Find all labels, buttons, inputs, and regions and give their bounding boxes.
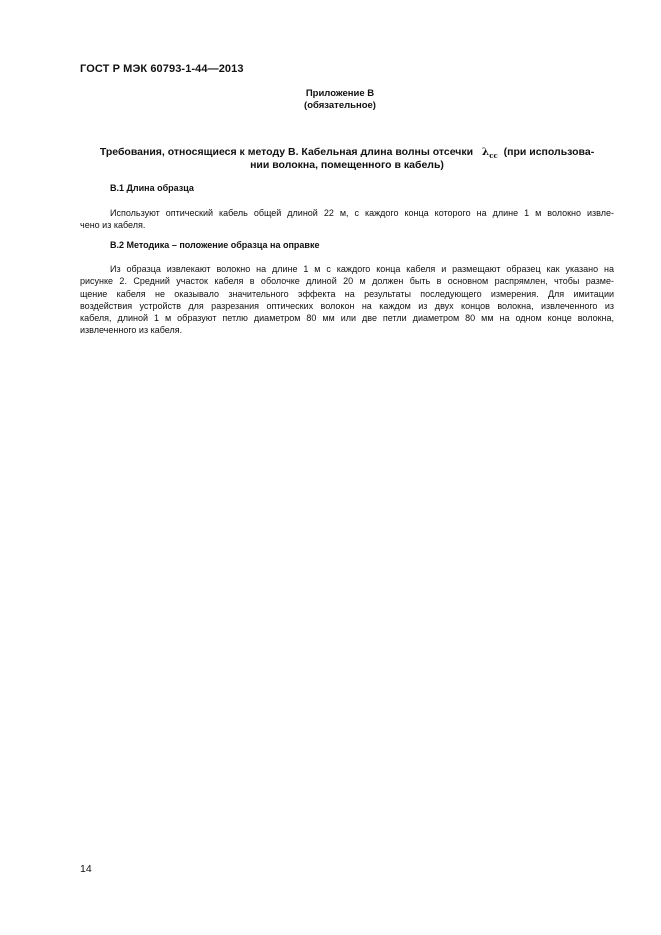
paragraph-line: извлеченного из кабеля. — [80, 325, 183, 336]
page-number: 14 — [80, 863, 92, 875]
paragraph-line: щение кабеля не оказывало значительного эффекта на результаты последующего измерения. Для имитации — [80, 288, 614, 299]
section-title-b2: В.2 Методика – положение образца на оправке — [110, 240, 320, 250]
section-b1-paragraph — [80, 207, 614, 232]
paragraph-line: Используют оптический кабель общей длиной 22 м, с каждого конца которого на длине 1 м волокно извле- — [110, 208, 614, 218]
appendix-title: Приложение В — [305, 88, 375, 99]
paragraph-line: кабеля, длиной 1 м образуют петлю диаметром 80 мм или две петли диаметром 80 мм на одном конце волокна, — [80, 313, 614, 324]
section-b2-paragraph — [80, 263, 614, 337]
paragraph-line: рисунке 2. Средний участок кабеля в оболочке длиной 20 м должен быть в основном распрямлен, чтобы разме- — [80, 276, 614, 287]
appendix-heading-line-2: нии волокна, помещенного в кабель) — [250, 159, 444, 171]
paragraph-line: чено из кабеля. — [80, 220, 146, 231]
appendix-status: (обязательное) — [304, 100, 376, 111]
lambda-cc-symbol — [481, 146, 498, 161]
paragraph-line: воздействия устройств для разрезания оптических волокон на каждом из двух концов волокна, извлеченного из — [80, 300, 614, 311]
lambda-glyph: λ — [481, 146, 490, 158]
heading-text-before-symbol: Требования, относящиеся к методу В. Кабельная длина волны отсечки — [99, 146, 474, 158]
section-title-b1: В.1 Длина образца — [110, 183, 194, 193]
lambda-subscript: cc — [489, 151, 498, 161]
paragraph-line: Из образца извлекают волокно на длине 1 м с каждого конца кабеля и размещают образец как указано на — [110, 264, 614, 274]
document-code: ГОСТ Р МЭК 60793-1-44—2013 — [80, 63, 244, 75]
heading-text-after-symbol: (при использова- — [503, 146, 595, 158]
